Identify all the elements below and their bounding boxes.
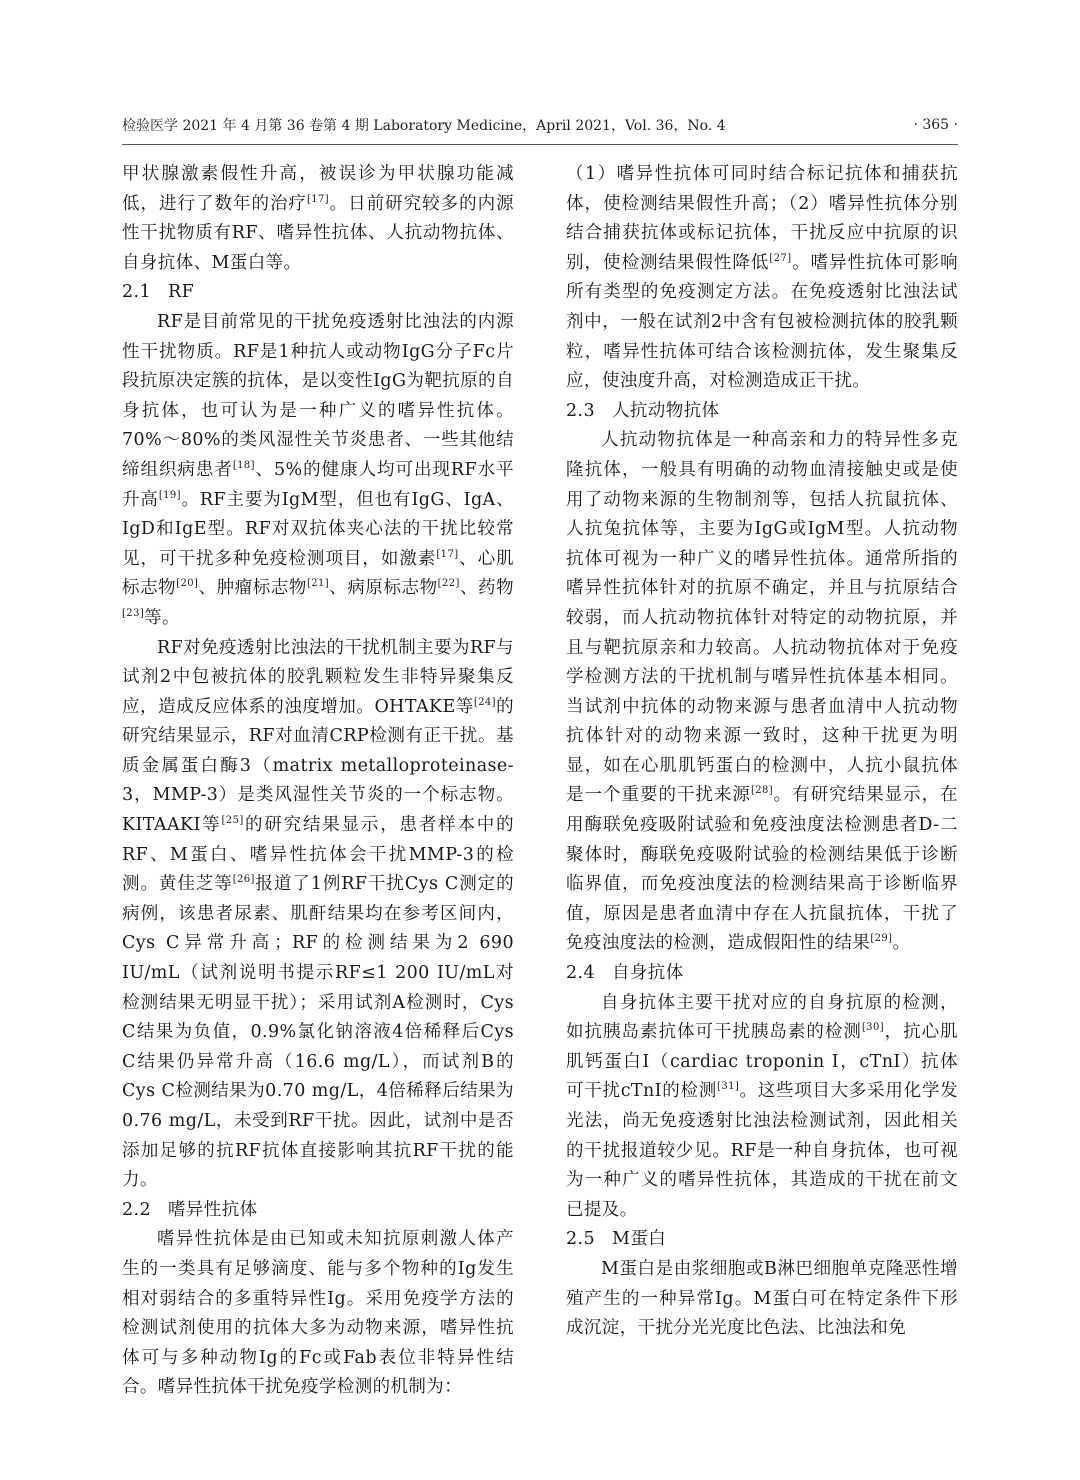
citation-ref: [26] [232, 874, 255, 886]
section-heading-2-3: 2.3 人抗动物抗体 [566, 400, 720, 421]
citation-ref: [18] [232, 460, 255, 472]
paragraph: 自身抗体主要干扰对应的自身抗原的检测，如抗胰岛素抗体可干扰胰岛素的检测[30]，抗心肌肌钙蛋白I（cardiac troponin I，cTnI）抗体可干扰cTnI的检测[31]。这些项目大多采用化学发光法，尚无免疫透射比浊法检测试剂，因此相关的干扰报道较少见。RF是一种自身抗体，也可视为一种广义的嗜异性抗体，其造成的干扰在前文已提及。 [566, 992, 958, 1220]
section-heading-2-4: 2.4 自身抗体 [566, 963, 684, 984]
running-header [122, 112, 958, 145]
page-number: · 365 · [913, 117, 958, 133]
citation-ref: [23] [122, 608, 145, 620]
citation-ref: [20] [176, 578, 199, 590]
citation-ref: [30] [861, 1022, 885, 1034]
journal-citation: 检验医学 2021 年 4 月第 36 卷第 4 期 Laboratory Medicine，April 2021，Vol. 36，No. 4 [122, 118, 726, 134]
paragraph: 人抗动物抗体是一种高亲和力的特异性多克隆抗体，一般具有明确的动物血清接触史或是使用了动物来源的生物制剂等，包括人抗鼠抗体、人抗兔抗体等，主要为IgG或IgM型。人抗动物抗体可视为一种广义的嗜异性抗体。通常所指的嗜异性抗体针对的抗原不确定，并且与抗原结合较弱，而人抗动物抗体针对特定的动物抗原，并且与靶抗原亲和力较高。人抗动物抗体对于免疫学检测方法的干扰机制与嗜异性抗体基本相同。当试剂中抗体的动物来源与患者血清中人抗动物抗体针对的动物来源一致时，这种干扰更为明显，如在心肌肌钙蛋白的检测中，人抗小鼠抗体是一个重要的干扰来源[28]。有研究结果显示，在用酶联免疫吸附试验和免疫浊度法检测患者D-二聚体时，酶联免疫吸附试验的检测结果低于诊断临界值，而免疫浊度法的检测结果高于诊断临界值，原因是患者血清中存在人抗鼠抗体，干扰了免疫浊度法的检测，造成假阳性的结果[29]。 [566, 430, 959, 954]
citation-ref: [25] [221, 815, 244, 827]
citation-ref: [29] [870, 933, 893, 945]
paragraph: RF对免疫透射比浊法的干扰机制主要为RF与试剂2中包被抗体的胶乳颗粒发生非特异聚集反应，造成反应体系的浊度增加。OHTAKE等[24]的研究结果显示，RF对血清CRP检测有正干扰。基质金属蛋白酶3（matrix metalloproteinase-3，MMP-3）是类风湿性关节炎的一个标志物。KITAAKI等[25]的研究结果显示，患者样本中的RF、M蛋白、嗜异性抗体会干扰MMP-3的检测。黄佳芝等[26]报道了1例RF干扰Cys C测定的病例，该患者尿素、肌酐结果均在参考区间内，Cys C异常升高；RF的检测结果为2 690 IU/mL（试剂说明书提示RF≤1 200 IU/mL对检测结果无明显干扰）；采用试剂A检测时，Cys C结果为负值，0.9%氯化钠溶液4倍稀释后Cys C结果仍异常升高（16.6 mg/L），而试剂B的Cys C检测结果为0.70 mg/L，4倍稀释后结果为0.76 mg/L，未受到RF干扰。因此，试剂中是否添加足够的抗RF抗体直接影响其抗RF干扰的能力。 [122, 637, 514, 1191]
paragraph: 嗜异性抗体是由已知或未知抗原刺激人体产生的一类具有足够滴度、能与多个物种的Ig发生相对弱结合的多重特异性Ig。采用免疫学方法的检测试剂使用的抗体大多为动物来源，嗜异性抗体可与多种动物Ig的Fc或Fab表位非特异性结合。嗜异性抗体干扰免疫学检测的机制为： [122, 1229, 514, 1398]
citation-ref: [19] [158, 489, 181, 501]
citation-ref: [31] [717, 1081, 740, 1093]
section-heading-2-2: 2.2 嗜异性抗体 [122, 1199, 258, 1220]
citation-ref: [24] [473, 696, 496, 708]
paragraph: 甲状腺激素假性升高，被误诊为甲状腺功能减低，进行了数年的治疗[17]。日前研究较多的内源性干扰物质有RF、嗜异性抗体、人抗动物抗体、自身抗体、M蛋白等。 [122, 164, 515, 273]
citation-ref: [17] [436, 548, 459, 560]
citation-ref: [17] [306, 193, 330, 205]
section-heading-2-1: 2.1 RF [122, 282, 195, 303]
section-heading-2-5: 2.5 M蛋白 [566, 1229, 667, 1250]
left-column [122, 160, 514, 1403]
citation-ref: [27] [769, 252, 792, 264]
citation-ref: [22] [437, 578, 460, 590]
citation-ref: [21] [306, 578, 330, 590]
citation-ref: [28] [750, 785, 774, 797]
paragraph: （1）嗜异性抗体可同时结合标记抗体和捕获抗体，使检测结果假性升高；（2）嗜异性抗体分别结合捕获抗体或标记抗体，干扰反应中抗原的识别，使检测结果假性降低[27]。嗜异性抗体可影响所有类型的免疫测定方法。在免疫透射比浊法试剂中，一般在试剂2中含有包被检测抗体的胶乳颗粒，嗜异性抗体可结合该检测抗体，发生聚集反应，使浊度升高，对检测造成正干扰。 [566, 164, 958, 392]
paragraph: RF是目前常见的干扰免疫透射比浊法的内源性干扰物质。RF是1种抗人或动物IgG分子Fc片段抗原决定簇的抗体，是以变性IgG为靶抗原的自身抗体，也可认为是一种广义的嗜异性抗体。70%～80%的类风湿性关节炎患者、一些其他结缔组织病患者[18]、5%的健康人均可出现RF水平升高[19]。RF主要为IgM型，但也有IgG、IgA、IgD和IgE型。RF对双抗体夹心法的干扰比较常见，可干扰多种免疫检测项目，如激素[17]、心肌标志物[20]、肿瘤标志物[21]、病原标志物[22]、药物[23]等。 [122, 311, 515, 628]
right-column [566, 160, 958, 1344]
paragraph: M蛋白是由浆细胞或B淋巴细胞单克隆恶性增殖产生的一种异常Ig。M蛋白可在特定条件下形成沉淀，干扰分光光度比色法、比浊法和免 [566, 1258, 958, 1339]
